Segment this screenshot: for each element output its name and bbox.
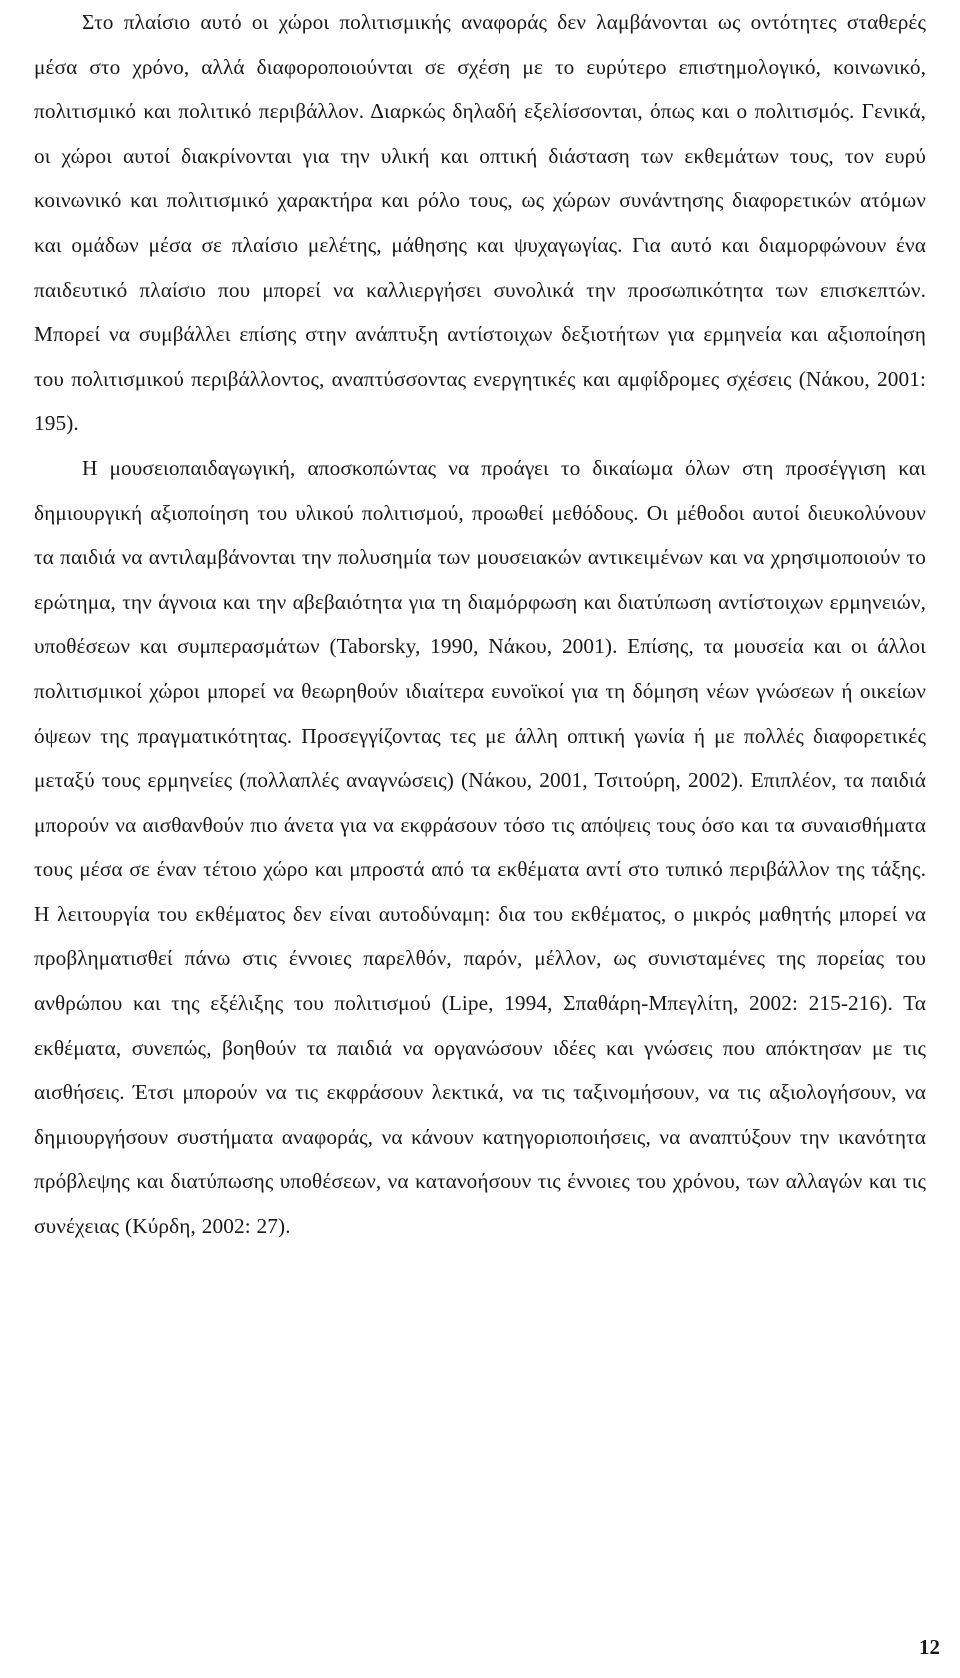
page-number: 12 <box>919 1635 940 1659</box>
body-paragraph-1: Στο πλαίσιο αυτό οι χώροι πολιτισμικής αναφοράς δεν λαμβάνονται ως οντότητες σταθερές μέσα στο χρόνο, αλλά διαφοροποιούνται σε σχέση με το ευρύτερο επιστημολογικό, κοινωνικό, πολιτισμικό και πολιτικό περιβάλλον. Διαρκώς δηλαδή εξελίσσονται, όπως και ο πολιτισμός. Γενικά, οι χώροι αυτοί διακρίνονται για την υλική και οπτική διάσταση των εκθεμάτων τους, τον ευρύ κοινωνικό και πολιτισμικό χαρακτήρα και ρόλο τους, ως χώρων συνάντησης διαφορετικών ατόμων και ομάδων μέσα σε πλαίσιο μελέτης, μάθησης και ψυχαγωγίας. Για αυτό και διαμορφώνουν ένα παιδευτικό πλαίσιο που μπορεί να καλλιεργήσει συνολικά την προσωπικότητα των επισκεπτών. Μπορεί να συμβάλλει επίσης στην ανάπτυξη αντίστοιχων δεξιοτήτων για ερμηνεία και αξιοποίηση του πολιτισμικού περιβάλλοντος, αναπτύσσοντας ενεργητικές και αμφίδρομες σχέσεις (Νάκου, 2001: 195). <box>34 10 926 436</box>
document-page <box>34 0 926 1249</box>
body-paragraph-2: Η μουσειοπαιδαγωγική, αποσκοπώντας να προάγει το δικαίωμα όλων στη προσέγγιση και δημιουργική αξιοποίηση του υλικού πολιτισμού, προωθεί μεθόδους. Οι μέθοδοι αυτοί διευκολύνουν τα παιδιά να αντιλαμβάνονται την πολυσημία των μουσειακών αντικειμένων και να χρησιμοποιούν το ερώτημα, την άγνοια και την αβεβαιότητα για τη διαμόρφωση και διατύπωση αντίστοιχων ερμηνειών, υποθέσεων και συμπερασμάτων (Taborsky, 1990, Νάκου, 2001). Επίσης, τα μουσεία και οι άλλοι πολιτισμικοί χώροι μπορεί να θεωρηθούν ιδιαίτερα ευνοϊκοί για τη δόμηση νέων γνώσεων ή οικείων όψεων της πραγματικότητας. Προσεγγίζοντας τες με άλλη οπτική γωνία ή με πολλές διαφορετικές μεταξύ τους ερμηνείες (πολλαπλές αναγνώσεις) (Νάκου, 2001, Τσιτούρη, 2002). Επιπλέον, τα παιδιά μπορούν να αισθανθούν πιο άνετα για να εκφράσουν τόσο τις απόψεις τους όσο και τα συναισθήματα τους μέσα σε έναν τέτοιο χώρο και μπροστά από τα εκθέματα αντί στο τυπικό περιβάλλον της τάξης. Η λειτουργία του εκθέματος δεν είναι αυτοδύναμη: δια του εκθέματος, ο μικρός μαθητής μπορεί να προβληματισθεί πάνω στις έννοιες παρελθόν, παρόν, μέλλον, ως συνισταμένες της πορείας του ανθρώπου και της εξέλιξης του πολιτισμού (Lipe, 1994, Σπαθάρη-Μπεγλίτη, 2002: 215-216). Τα εκθέματα, συνεπώς, βοηθούν τα παιδιά να οργανώσουν ιδέες και γνώσεις που απόκτησαν με τις αισθήσεις. Έτσι μπορούν να τις εκφράσουν λεκτικά, να τις ταξινομήσουν, να τις αξιολογήσουν, να δημιουργήσουν συστήματα αναφοράς, να κάνουν κατηγοριοποιήσεις, να αναπτύξουν την ικανότητα πρόβλεψης και διατύπωσης υποθέσεων, να κατανοήσουν τις έννοιες του χρόνου, των αλλαγών και τις συνέχειας (Κύρδη, 2002: 27). <box>34 455 926 1239</box>
